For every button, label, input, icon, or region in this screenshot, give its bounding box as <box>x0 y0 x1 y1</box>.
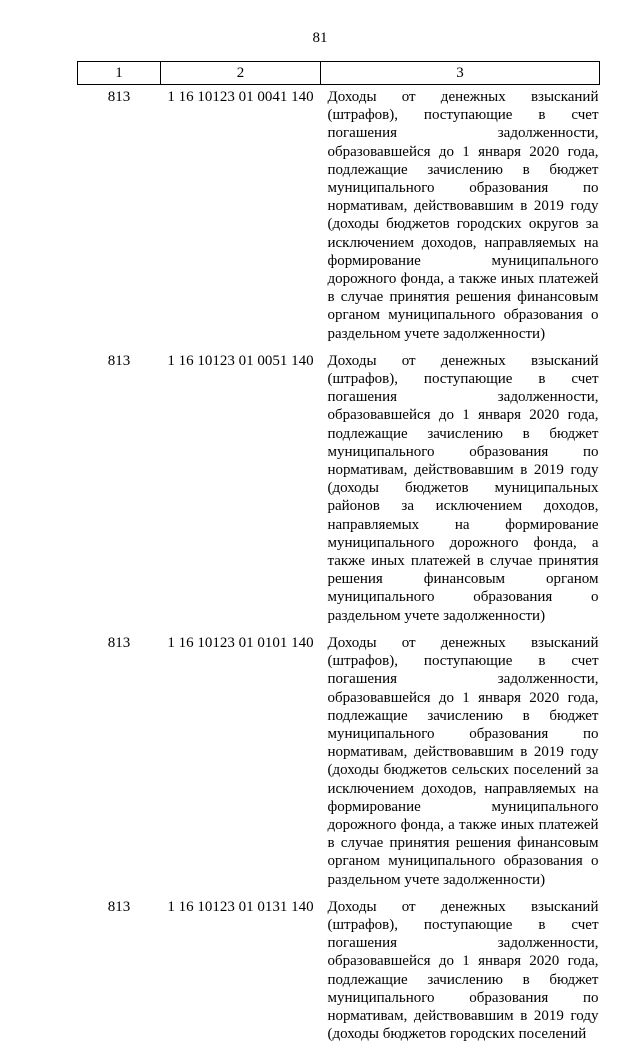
header-column-2: 2 <box>161 62 321 85</box>
kbk-code-cell: 1 16 10123 01 0041 140 <box>161 85 321 349</box>
page-number: 81 <box>0 29 640 47</box>
table-row <box>78 349 600 631</box>
header-row <box>78 62 600 85</box>
table-row <box>78 631 600 895</box>
table-row <box>78 895 600 1049</box>
description-cell: Доходы от денежных взысканий (штрафов), поступающие в счет погашения задолженности, образовавшейся до 1 января 2020 года, подлежащие зачислению в бюджет муниципального образования по нормативам, действовавшим в 2019 году (доходы бюджетов муниципальных районов за исключением доходов, направляемых на формирование муниципального дорожного фонда, а также иных платежей в случае принятия решения финансовым органом муниципального образования о раздельном учете задолженности) <box>321 349 600 631</box>
table-body <box>78 85 600 1049</box>
kbk-code-cell: 1 16 10123 01 0051 140 <box>161 349 321 631</box>
budget-classification-table <box>77 61 600 1049</box>
kbk-code-cell: 1 16 10123 01 0101 140 <box>161 631 321 895</box>
admin-code-cell: 813 <box>78 85 161 349</box>
kbk-code-cell: 1 16 10123 01 0131 140 <box>161 895 321 1049</box>
table-row <box>78 85 600 349</box>
header-column-1: 1 <box>78 62 161 85</box>
description-cell: Доходы от денежных взысканий (штрафов), поступающие в счет погашения задолженности, образовавшейся до 1 января 2020 года, подлежащие зачислению в бюджет муниципального образования по нормативам, действовавшим в 2019 году (доходы бюджетов городских округов за исключением доходов, направляемых на формирование муниципального дорожного фонда, а также иных платежей в случае принятия решения финансовым органом муниципального образования о раздельном учете задолженности) <box>321 85 600 349</box>
description-cell: Доходы от денежных взысканий (штрафов), поступающие в счет погашения задолженности, образовавшейся до 1 января 2020 года, подлежащие зачислению в бюджет муниципального образования по нормативам, действовавшим в 2019 году (доходы бюджетов сельских поселений за исключением доходов, направляемых на формирование муниципального дорожного фонда, а также иных платежей в случае принятия решения финансовым органом муниципального образования о раздельном учете задолженности) <box>321 631 600 895</box>
description-cell: Доходы от денежных взысканий (штрафов), поступающие в счет погашения задолженности, образовавшейся до 1 января 2020 года, подлежащие зачислению в бюджет муниципального образования по нормативам, действовавшим в 2019 году (доходы бюджетов городских поселений <box>321 895 600 1049</box>
admin-code-cell: 813 <box>78 349 161 631</box>
admin-code-cell: 813 <box>78 631 161 895</box>
table-header <box>78 62 600 85</box>
header-column-3: 3 <box>321 62 600 85</box>
admin-code-cell: 813 <box>78 895 161 1049</box>
